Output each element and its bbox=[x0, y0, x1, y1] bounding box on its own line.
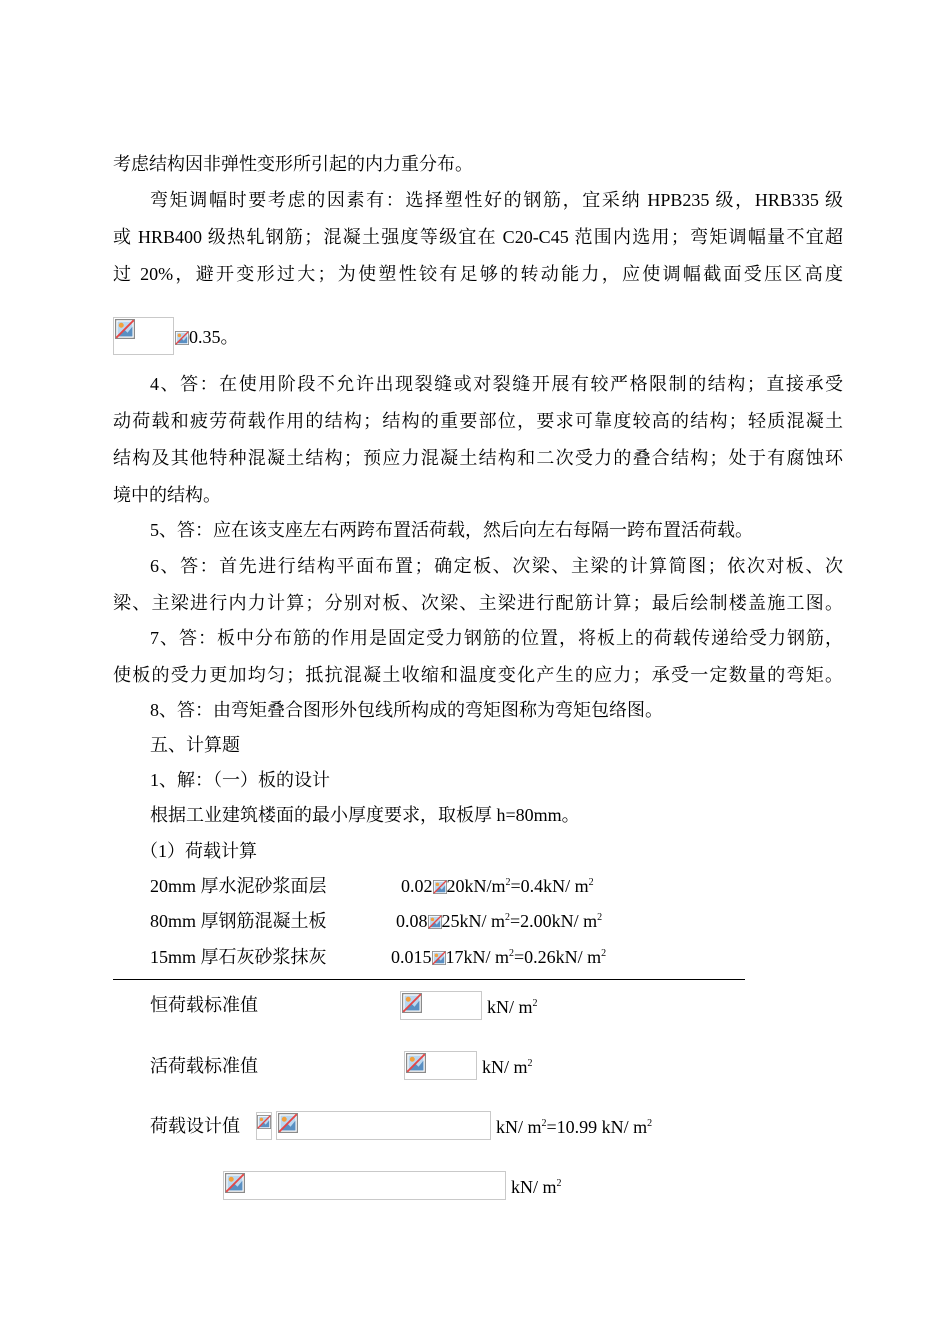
load-factor: 0.015 bbox=[391, 947, 432, 967]
unit-text: kN/ m bbox=[496, 1117, 542, 1137]
broken-image-icon bbox=[433, 880, 447, 894]
paragraph-line: 6、答：首先进行结构平面布置；确定板、次梁、主梁的计算简图；依次对板、次 bbox=[150, 556, 843, 576]
paragraph-line: 梁、主梁进行内力计算；分别对板、次梁、主梁进行配筋计算；最后绘制楼盖施工图。 bbox=[113, 593, 843, 613]
subsection-title: （1）荷载计算 bbox=[140, 841, 257, 861]
load-formula bbox=[391, 945, 606, 969]
load-result: =2.00kN/ m bbox=[510, 911, 598, 931]
load-name: 80mm 厚钢筋混凝土板 bbox=[150, 911, 327, 931]
superscript: 2 bbox=[597, 912, 603, 923]
broken-image-icon bbox=[115, 319, 135, 339]
superscript: 2 bbox=[541, 1118, 547, 1129]
paragraph-line: 8、答：由弯矩叠合图形外包线所构成的弯矩图称为弯矩包络图。 bbox=[150, 700, 663, 720]
paragraph-line: 动荷载和疲劳荷载作用的结构；结构的重要部位，要求可靠度较高的结构；轻质混凝土 bbox=[113, 411, 843, 431]
paragraph-line: 使板的受力更加均匀；抵抗混凝土收缩和温度变化产生的应力；承受一定数量的弯矩。 bbox=[113, 665, 843, 685]
paragraph-line: 结构及其他特种混凝土结构；预应力混凝土结构和二次受力的叠合结构；处于有腐蚀环 bbox=[113, 448, 843, 468]
ratio-value: 0.35。 bbox=[189, 327, 239, 347]
design-value: =10.99 kN/ m bbox=[546, 1117, 648, 1137]
superscript: 2 bbox=[556, 1178, 562, 1189]
broken-image-icon bbox=[406, 1053, 426, 1073]
broken-image-icon bbox=[402, 993, 422, 1013]
unit-text: kN/ m bbox=[487, 997, 533, 1017]
live-load-formula-image bbox=[404, 1051, 477, 1080]
paragraph-line: 弯矩调幅时要考虑的因素有：选择塑性好的钢筋，宜采纳 HPB235 级，HRB335 级 bbox=[150, 190, 843, 210]
load-factor: 0.08 bbox=[396, 911, 428, 931]
load-name: 15mm 厚石灰砂浆抹灰 bbox=[150, 947, 327, 967]
superscript: 2 bbox=[588, 877, 594, 888]
load-formula bbox=[401, 874, 594, 898]
design-load-formula-image bbox=[276, 1111, 491, 1140]
load-unit-weight: 20kN/m bbox=[446, 876, 506, 896]
dead-load-label: 恒荷载标准值 bbox=[150, 995, 258, 1015]
live-load-label: 活荷载标准值 bbox=[150, 1056, 258, 1076]
question-title: 1、解：（一）板的设计 bbox=[150, 770, 330, 790]
load-result: =0.26kN/ m bbox=[514, 947, 602, 967]
load-factor: 0.02 bbox=[401, 876, 433, 896]
broken-image-icon bbox=[257, 1115, 271, 1129]
load-formula bbox=[396, 909, 602, 933]
unit-label bbox=[482, 1055, 533, 1079]
paragraph-line: 根据工业建筑楼面的最小厚度要求，取板厚 h=80mm。 bbox=[150, 805, 580, 825]
unit-text: kN/ m bbox=[511, 1177, 557, 1197]
unit-text: kN/ m bbox=[482, 1057, 528, 1077]
design-load-label: 荷载设计值 bbox=[150, 1116, 240, 1136]
superscript: 2 bbox=[505, 877, 511, 888]
broken-image-icon bbox=[175, 331, 189, 345]
broken-image-icon bbox=[225, 1173, 245, 1193]
formula-value-line bbox=[175, 325, 239, 349]
load-unit-weight: 25kN/ m bbox=[441, 911, 506, 931]
dead-load-formula-image bbox=[400, 991, 482, 1020]
section-title: 五、计算题 bbox=[150, 735, 240, 755]
paragraph-line: 5、答：应在该支座左右两跨布置活荷载，然后向左右每隔一跨布置活荷载。 bbox=[150, 520, 753, 540]
design-load-small-image bbox=[256, 1112, 272, 1140]
paragraph-line: 过 20%，避开变形过大；为使塑性铰有足够的转动能力，应使调幅截面受压区高度 bbox=[113, 264, 843, 284]
superscript: 2 bbox=[509, 948, 515, 959]
load-result: =0.4kN/ m bbox=[510, 876, 589, 896]
superscript: 2 bbox=[647, 1118, 653, 1129]
unit-label bbox=[487, 995, 538, 1019]
superscript: 2 bbox=[527, 1058, 533, 1069]
unit-label bbox=[511, 1175, 562, 1199]
sum-divider bbox=[113, 979, 745, 980]
superscript: 2 bbox=[601, 948, 607, 959]
paragraph-line: 或 HRB400 级热轧钢筋；混凝土强度等级宜在 C20-C45 范围内选用；弯矩调幅量不宜超 bbox=[113, 227, 843, 247]
paragraph-line: 境中的结构。 bbox=[113, 485, 221, 505]
load-name: 20mm 厚水泥砂浆面层 bbox=[150, 876, 327, 896]
design-load-result bbox=[496, 1115, 652, 1139]
broken-image-icon bbox=[432, 951, 446, 965]
paragraph-line: 7、答：板中分布筋的作用是固定受力钢筋的位置，将板上的荷载传递给受力钢筋， bbox=[150, 628, 843, 648]
broken-image-icon bbox=[278, 1113, 298, 1133]
paragraph-line: 4、答：在使用阶段不允许出现裂缝或对裂缝开展有较严格限制的结构；直接承受 bbox=[150, 374, 843, 394]
formula-image bbox=[113, 317, 174, 355]
alt-design-formula-image bbox=[223, 1171, 506, 1200]
broken-image-icon bbox=[428, 915, 442, 929]
superscript: 2 bbox=[532, 998, 538, 1009]
load-unit-weight: 17kN/ m bbox=[445, 947, 510, 967]
superscript: 2 bbox=[505, 912, 511, 923]
paragraph-line: 考虑结构因非弹性变形所引起的内力重分布。 bbox=[113, 154, 473, 174]
